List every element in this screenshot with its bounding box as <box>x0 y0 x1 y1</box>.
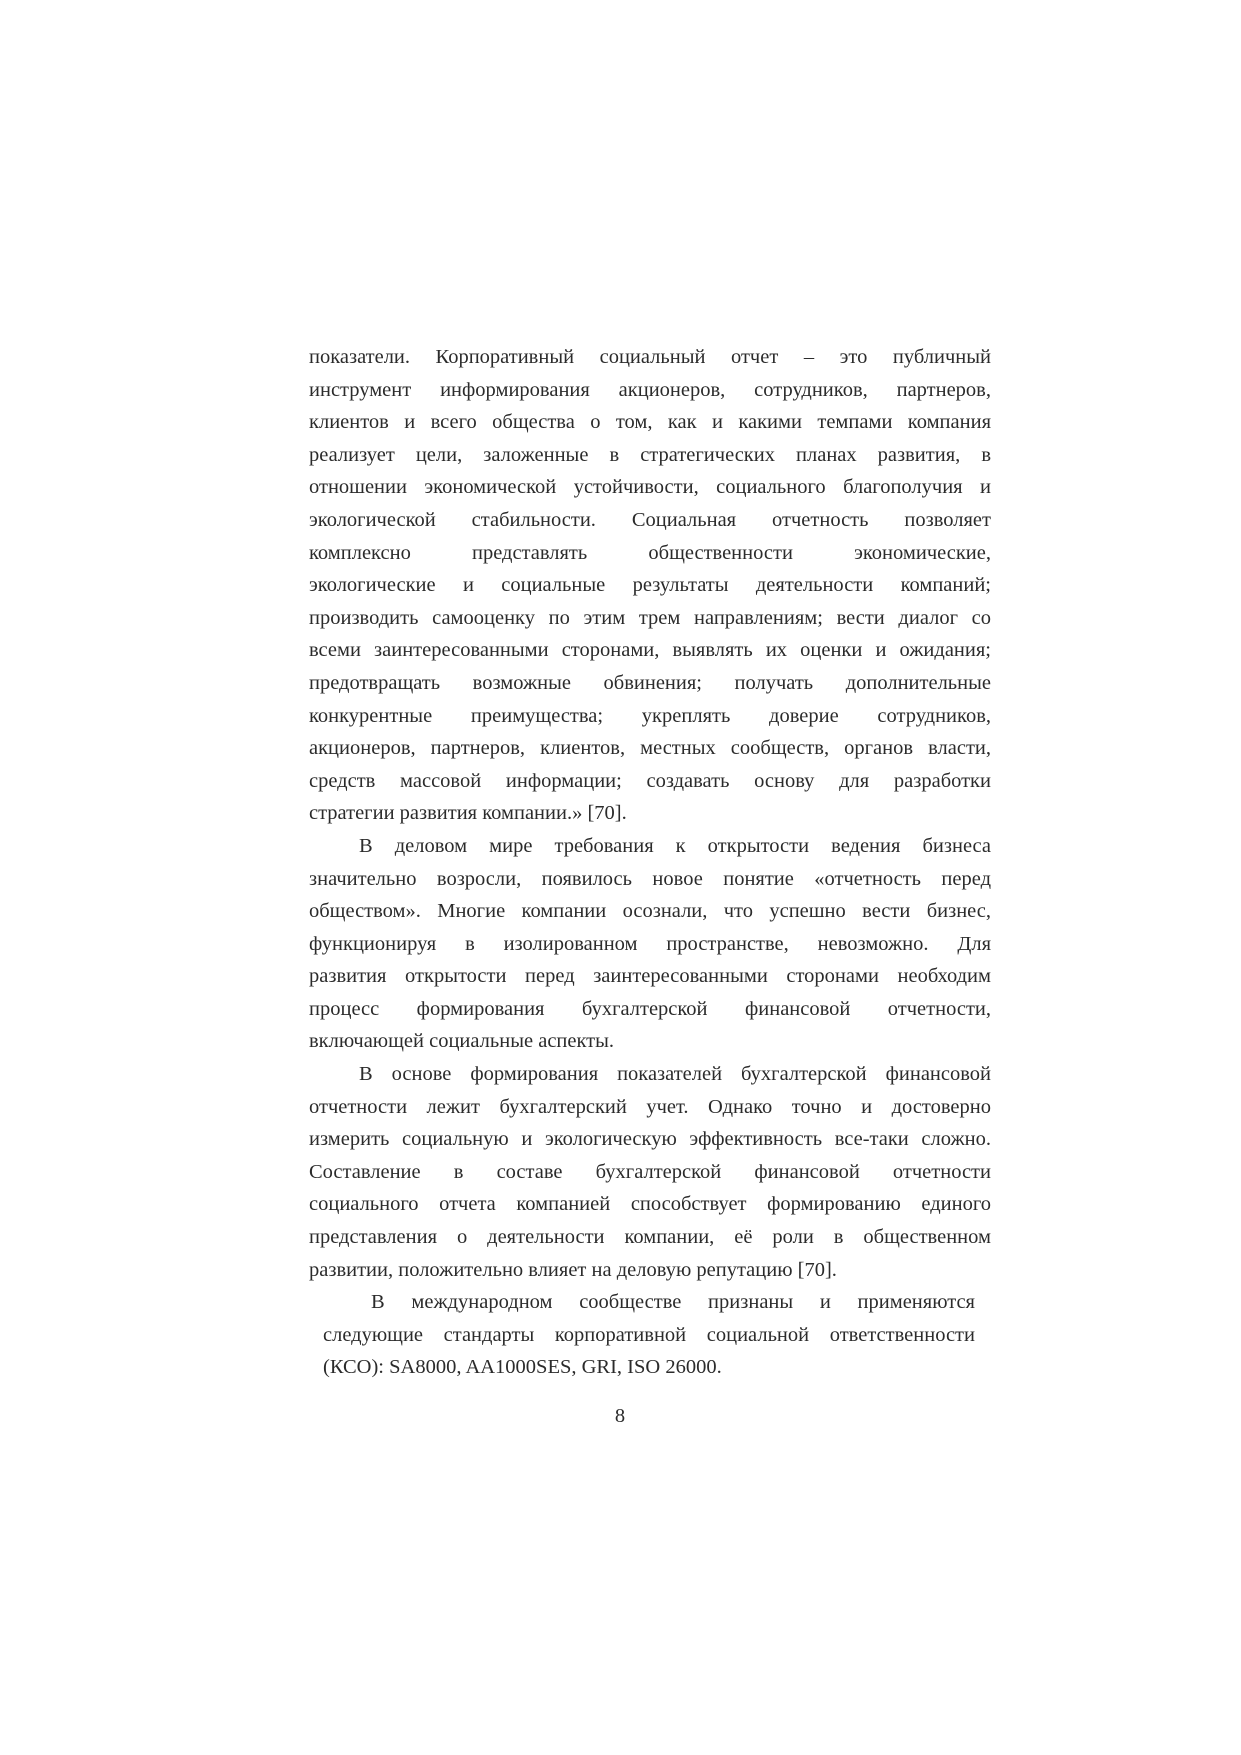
text-line: инструмент информирования акционеров, сотрудников, партнеров, <box>309 378 991 401</box>
text-line: В основе формирования показателей бухгалтерской финансовой <box>359 1063 991 1086</box>
text-line: функционируя в изолированном пространстве, невозможно. Для <box>309 932 991 955</box>
text-line: следующие стандарты корпоративной социальной ответственности <box>323 1323 975 1346</box>
text-line: развитии, положительно влияет на деловую репутацию [70]. <box>309 1258 837 1281</box>
text-line: развития открытости перед заинтересованными сторонами необходим <box>309 965 991 988</box>
text-line: предотвращать возможные обвинения; получать дополнительные <box>309 671 991 694</box>
text-line: (КСО): SA8000, AA1000SES, GRI, ISO 26000. <box>323 1356 722 1379</box>
text-line: стратегии развития компании.» [70]. <box>309 802 627 825</box>
text-line: процесс формирования бухгалтерской финансовой отчетности, <box>309 997 991 1020</box>
text-line: представления о деятельности компании, её роли в общественном <box>309 1226 991 1249</box>
text-line: показатели. Корпоративный социальный отчет – это публичный <box>309 346 991 368</box>
text-line: отношении экономической устойчивости, социального благополучия и <box>309 476 991 499</box>
text-line: включающей социальные аспекты. <box>309 1030 615 1053</box>
text-line: В деловом мире требования к открытости ведения бизнеса <box>359 834 991 857</box>
paragraph-4 <box>323 1286 975 1384</box>
paragraph-1 <box>309 341 991 830</box>
text-line: значительно возросли, появилось новое понятие «отчетность перед <box>309 867 991 890</box>
body-text <box>309 341 991 1384</box>
text-line: клиентов и всего общества о том, как и какими темпами компания <box>309 411 991 434</box>
text-line: комплексно представлять общественности экономические, <box>309 541 991 564</box>
page-number: 8 <box>614 1405 626 1427</box>
paragraph-3 <box>309 1058 991 1286</box>
text-line: реализует цели, заложенные в стратегических планах развития, в <box>309 443 991 466</box>
text-line: средств массовой информации; создавать основу для разработки <box>309 769 991 792</box>
text-line: отчетности лежит бухгалтерский учет. Однако точно и достоверно <box>309 1095 991 1118</box>
text-line: акционеров, партнеров, клиентов, местных сообществ, органов власти, <box>309 737 991 760</box>
text-line: экологические и социальные результаты деятельности компаний; <box>309 574 991 597</box>
text-line: В международном сообществе признаны и применяются <box>371 1291 975 1314</box>
paragraph-2 <box>309 830 991 1058</box>
text-line: социального отчета компанией способствует формированию единого <box>309 1193 991 1216</box>
text-line: Составление в составе бухгалтерской финансовой отчетности <box>309 1160 991 1183</box>
text-line: производить самооценку по этим трем направлениям; вести диалог со <box>309 606 991 629</box>
text-line: конкурентные преимущества; укреплять доверие сотрудников, <box>309 704 991 727</box>
text-line: обществом». Многие компании осознали, что успешно вести бизнес, <box>309 900 991 923</box>
text-line: экологической стабильности. Социальная отчетность позволяет <box>309 508 991 531</box>
text-line: всеми заинтересованными сторонами, выявлять их оценки и ожидания; <box>309 639 991 662</box>
text-line: измерить социальную и экологическую эффективность все-таки сложно. <box>309 1128 991 1151</box>
